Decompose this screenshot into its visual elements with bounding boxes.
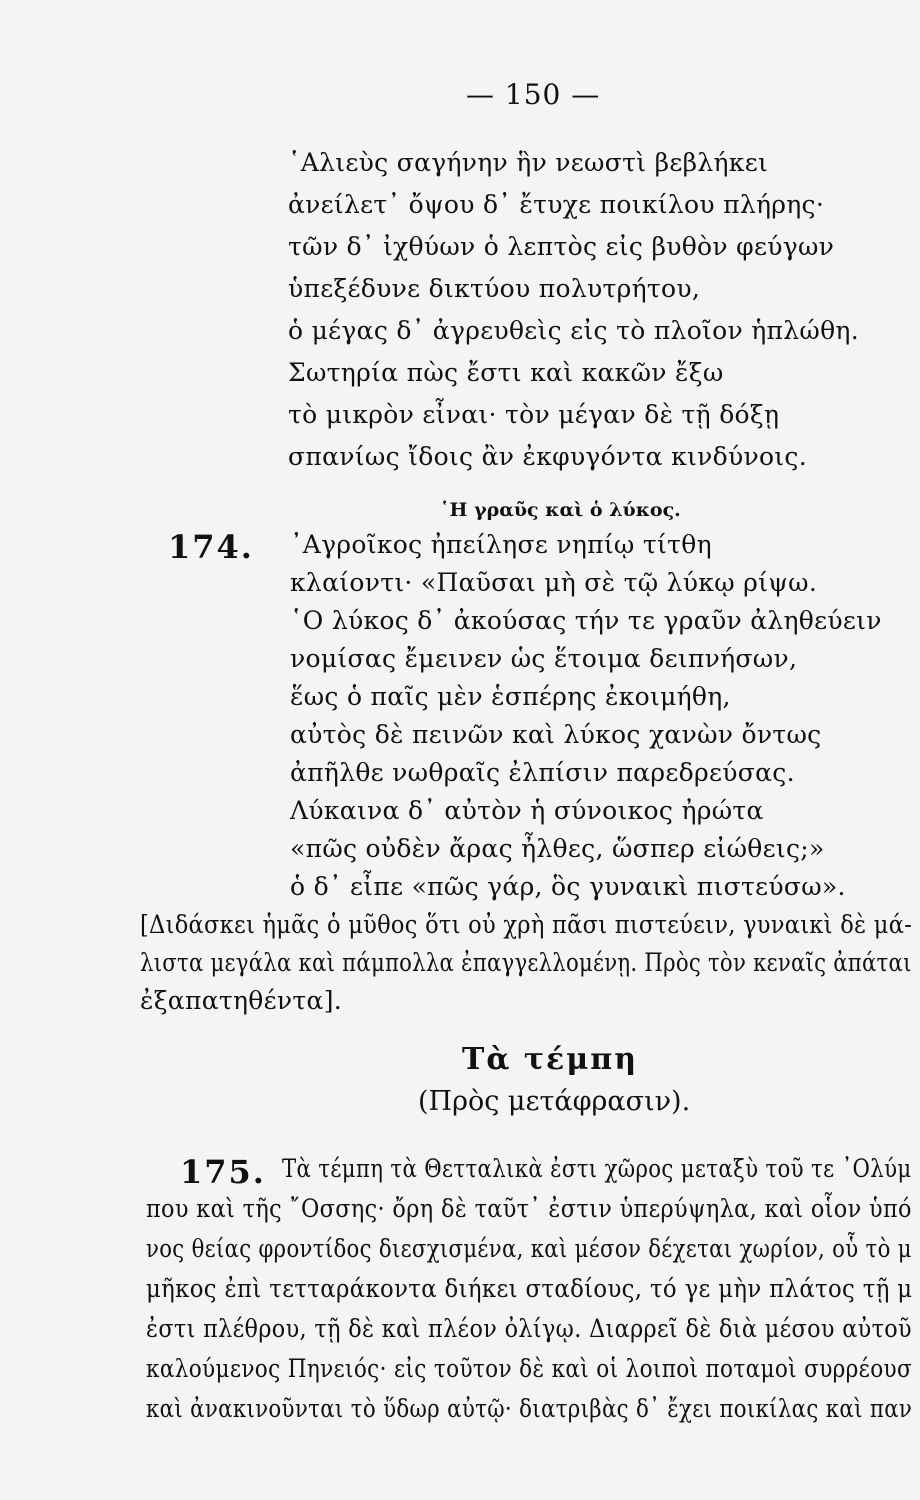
verse-line: σπανίως ἴδοις ἂν ἐκφυγόντα κινδύνοις.	[288, 442, 807, 471]
section-title: Τὰ τέμπη	[462, 1042, 639, 1077]
section-number: 175.	[180, 1153, 266, 1191]
verse-line: ῾Αλιεὺς σαγήνην ἣν νεωστὶ βεβλήκει	[288, 148, 769, 177]
section-subtitle: (Πρὸς μετάφρασιν).	[418, 1086, 691, 1117]
prose-line: νος θείας φροντίδος διεσχισμένα, καὶ μέσον δέχεται χωρίον, οὗ τὸ μ	[146, 1234, 912, 1263]
verse-line: κλαίοντι· «Παῦσαι μὴ σὲ τῷ λύκῳ ρίψω.	[290, 568, 818, 597]
prose-line: καὶ ἀνακινοῦνται τὸ ὕδωρ αὐτῷ· διατριβὰς δ᾿ ἔχει ποικίλας καὶ παν	[146, 1394, 913, 1423]
verse-line: ὁ δ᾿ εἶπε «πῶς γάρ, ὃς γυναικὶ πιστεύσω».	[290, 872, 846, 901]
verse-line: ὑπεξέδυνε δικτύου πολυτρήτου,	[288, 274, 701, 303]
prose-line: μῆκος ἐπὶ τετταράκοντα διήκει σταδίους, τό γε μὴν πλάτος τῇ μ	[146, 1274, 913, 1303]
verse-line: ἕως ὁ παῖς μὲν ἑσπέρης ἐκοιμήθη,	[290, 682, 731, 711]
verse-line: αὐτὸς δὲ πεινῶν καὶ λύκος χανὼν ὄντως	[290, 720, 822, 749]
fable-title: ῾Η γραῦς καὶ ὁ λύκος.	[440, 499, 681, 521]
prose-line: που καὶ τῆς ῎Οσσης· ὄρη δὲ ταῦτ᾿ ἐστιν ὑπερύψηλα, καὶ οἷον ὑπό	[146, 1194, 912, 1223]
prose-line: ἐστι πλέθρου, τῇ δὲ καὶ πλέον ὀλίγῳ. Διαρρεῖ δὲ διὰ μέσου αὐτοῦ	[146, 1314, 912, 1343]
moral-line: λιστα μεγάλα καὶ πάμπολλα ἐπαγγελλομένῃ. Πρὸς τὸν κεναῖς ἀπάται	[140, 948, 912, 977]
prose-line: Τὰ τέμπη τὰ Θετταλικὰ ἐστι χῶρος μεταξὺ τοῦ τε ᾿Ολύμ	[282, 1154, 912, 1183]
verse-line: ὁ μέγας δ᾿ ἀγρευθεὶς εἰς τὸ πλοῖον ἡπλώθη.	[288, 316, 859, 345]
verse-line: Λύκαινα δ᾿ αὐτὸν ἡ σύνοικος ἠρώτα	[290, 796, 764, 825]
verse-line: ῾Ο λύκος δ᾿ ἀκούσας τήν τε γραῦν ἀληθεύειν	[290, 606, 882, 635]
verse-line: ᾿Αγροῖκος ἠπείλησε νηπίῳ τίτθη	[290, 530, 712, 559]
page-number: — 150 —	[466, 78, 601, 111]
verse-line: «πῶς οὐδὲν ἄρας ἦλθες, ὥσπερ εἰώθεις;»	[290, 834, 825, 863]
verse-line: ἀνείλετ᾿ ὄψου δ᾿ ἔτυχε ποικίλου πλήρης·	[288, 190, 825, 219]
fable-number: 174.	[168, 528, 254, 566]
moral-line: [Διδάσκει ἡμᾶς ὁ μῦθος ὅτι οὐ χρὴ πᾶσι πιστεύειν, γυναικὶ δὲ μά-	[140, 910, 913, 939]
verse-line: Σωτηρία πὼς ἔστι καὶ κακῶν ἔξω	[288, 358, 724, 387]
moral-line: ἐξαπατηθέντα].	[140, 986, 343, 1015]
verse-line: νομίσας ἔμεινεν ὡς ἕτοιμα δειπνήσων,	[290, 644, 798, 673]
prose-line: καλούμενος Πηνειός· εἰς τοῦτον δὲ καὶ οἱ λοιποὶ ποταμοὶ συρρέουσ	[146, 1354, 913, 1383]
verse-line: τῶν δ᾿ ἰχθύων ὁ λεπτὸς εἰς βυθὸν φεύγων	[288, 232, 835, 261]
verse-line: τὸ μικρὸν εἶναι· τὸν μέγαν δὲ τῇ δόξῃ	[288, 400, 780, 429]
verse-line: ἀπῆλθε νωθραῖς ἐλπίσιν παρεδρεύσας.	[290, 758, 795, 787]
